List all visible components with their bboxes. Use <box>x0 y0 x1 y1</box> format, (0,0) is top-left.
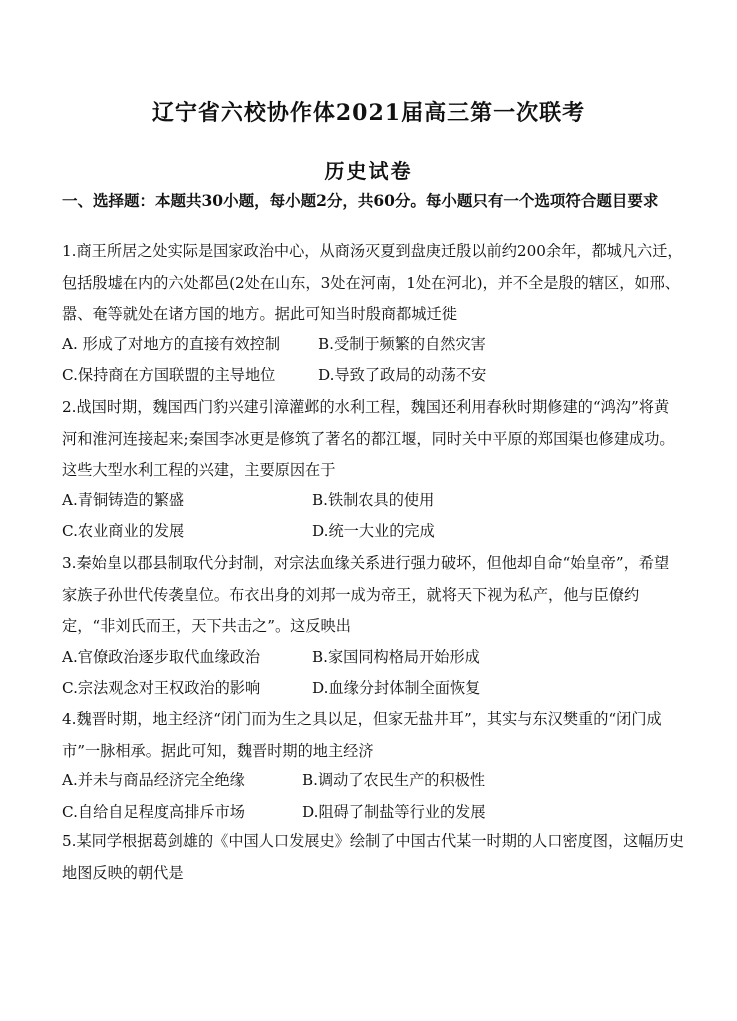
question-1-option-a: A. 形成了对地方的直接有效控制 <box>62 335 281 353</box>
question-4-stem: 4.魏晋时期，地主经济“闭门而为生之具以足，但家无盐井耳”，其实与东汉樊重的“闭门成市”一脉相承。据此可知，魏晋时期的地主经济 <box>62 710 662 760</box>
question-3-option-d: D.血缘分封体制全面恢复 <box>312 679 481 697</box>
question-3-option-c: C.宗法观念对王权政治的影响 <box>62 679 261 697</box>
question-4-option-d: D.阻碍了制盐等行业的发展 <box>302 803 486 821</box>
page-title: 辽宁省六校协作体2021届高三第一次联考 <box>151 100 586 126</box>
question-2-option-a: A.青铜铸造的繁盛 <box>62 491 185 509</box>
section-instruction: 一、选择题：本题共30小题，每小题2分，共60分。每小题只有一个选项符合题目要求 <box>62 191 659 210</box>
question-3-option-a: A.官僚政治逐步取代血缘政治 <box>62 648 261 666</box>
page-subtitle: 历史试卷 <box>324 159 413 183</box>
question-4-option-a: A.并未与商品经济完全绝缘 <box>62 771 245 789</box>
question-1-option-d: D.导致了政局的动荡不安 <box>318 366 487 384</box>
question-4-option-b: B.调动了农民生产的积极性 <box>302 771 486 789</box>
question-1-option-c: C.保持商在方国联盟的主导地位 <box>62 366 276 384</box>
question-1-stem: 1.商王所居之处实际是国家政治中心，从商汤灭夏到盘庚迁殷以前约200余年，都城凡六迁，包括殷墟在内的六处都邑(2处在山东，3处在河南，1处在河北)，并不全是殷的辖区，如邢、嚣、奄等就处在诸方国的地方。据此可知当时殷商都城迁徙 <box>62 242 683 323</box>
question-2-option-c: C.农业商业的发展 <box>62 522 185 540</box>
question-3-stem: 3.秦始皇以郡县制取代分封制，对宗法血缘关系进行强力破坏，但他却自命“始皇帝”，希望家族子孙世代传袭皇位。布衣出身的刘邦一成为帝王，就将天下视为私产，他与臣僚约定，“非刘氏而王，天下共击之”。这反映出 <box>62 554 670 635</box>
question-2-option-d: D.统一大业的完成 <box>312 522 435 540</box>
question-5-stem: 5.某同学根据葛剑雄的《中国人口发展史》绘制了中国古代某一时期的人口密度图，这幅历史地图反映的朝代是 <box>62 832 684 882</box>
question-2-option-b: B.铁制农具的使用 <box>312 491 435 509</box>
question-3-option-b: B.家国同构格局开始形成 <box>312 648 480 666</box>
question-2-stem: 2.战国时期，魏国西门豹兴建引漳灌邺的水利工程，魏国还利用春秋时期修建的“鸿沟”将黄河和淮河连接起来;秦国李冰更是修筑了著名的都江堰，同时关中平原的郑国渠也修建成功。这些大型水利工程的兴建，主要原因在于 <box>62 398 675 479</box>
question-1-option-b: B.受制于频繁的自然灾害 <box>318 335 486 353</box>
question-4-option-c: C.自给自足程度高排斥市场 <box>62 803 245 821</box>
